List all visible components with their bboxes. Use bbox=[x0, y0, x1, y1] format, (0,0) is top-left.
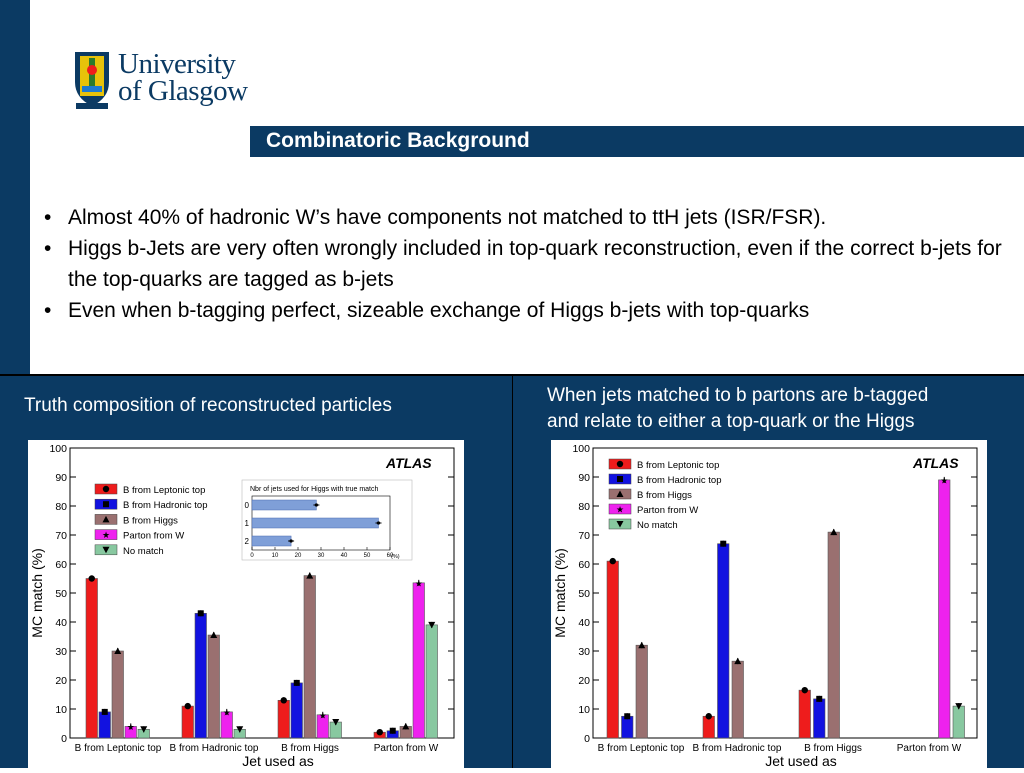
column-divider bbox=[512, 376, 513, 768]
marker-square bbox=[816, 696, 822, 702]
bar-group bbox=[387, 728, 399, 738]
bar-group bbox=[291, 680, 303, 738]
bar-group bbox=[799, 687, 811, 738]
marker-star: ★ bbox=[222, 707, 231, 718]
y-axis-label: MC match (%) bbox=[29, 548, 45, 638]
marker-star: ★ bbox=[101, 530, 111, 541]
bar bbox=[828, 532, 840, 738]
inset-marker bbox=[377, 521, 380, 524]
bar bbox=[278, 700, 290, 738]
bar-group bbox=[374, 729, 386, 738]
marker-circle bbox=[89, 575, 95, 581]
bar-group bbox=[400, 723, 412, 738]
bar-group bbox=[622, 713, 634, 738]
y-tick-label: 0 bbox=[61, 733, 67, 745]
y-tick-label: 60 bbox=[55, 559, 67, 571]
bar-group bbox=[112, 648, 124, 739]
x-tick-label: B from Hadronic top bbox=[692, 743, 782, 754]
x-tick-label: B from Hadronic top bbox=[169, 743, 259, 754]
bullet-item: • Even when b-tagging perfect, sizeable exchange of Higgs b-jets with top-quarks bbox=[44, 299, 810, 322]
bar bbox=[195, 613, 207, 738]
x-tick-label: B from Higgs bbox=[804, 743, 862, 754]
logo-wordmark-university: University bbox=[118, 48, 236, 80]
marker-circle bbox=[706, 713, 712, 719]
inset-category-label: 1 bbox=[244, 519, 249, 528]
bar-group bbox=[195, 610, 207, 738]
marker-circle bbox=[185, 703, 191, 709]
marker-square bbox=[617, 476, 623, 482]
inset-category-label: 0 bbox=[244, 501, 249, 510]
y-tick-label: 10 bbox=[578, 704, 590, 716]
bar bbox=[86, 579, 98, 739]
bar-group bbox=[426, 622, 438, 738]
x-axis-label: Jet used as bbox=[765, 753, 837, 768]
y-tick-label: 40 bbox=[55, 617, 67, 629]
inset-marker bbox=[315, 503, 318, 506]
y-tick-label: 30 bbox=[55, 646, 67, 658]
y-tick-label: 60 bbox=[578, 559, 590, 571]
marker-circle bbox=[617, 461, 623, 467]
bar bbox=[426, 625, 438, 738]
x-tick-label: Parton from W bbox=[896, 743, 962, 754]
legend-label: B from Hadronic top bbox=[637, 475, 722, 486]
bar bbox=[636, 645, 648, 738]
inset-bar bbox=[252, 500, 316, 510]
bar bbox=[182, 706, 194, 738]
y-tick-label: 80 bbox=[578, 501, 590, 513]
marker-circle bbox=[610, 558, 616, 564]
inset-x-tick-label: 60 bbox=[386, 553, 394, 559]
logo-wordmark-glasgow: of Glasgow bbox=[118, 75, 248, 107]
bar bbox=[732, 661, 744, 738]
x-tick-label: B from Higgs bbox=[281, 743, 339, 754]
x-tick-label: Parton from W bbox=[373, 743, 439, 754]
legend-label: Parton from W bbox=[123, 530, 185, 542]
inset-x-tick-label: 40 bbox=[340, 553, 348, 559]
bar bbox=[939, 480, 951, 738]
bar-group bbox=[221, 707, 233, 738]
bar-group bbox=[317, 710, 329, 738]
marker-star: ★ bbox=[940, 475, 949, 486]
marker-square bbox=[720, 541, 726, 547]
y-tick-label: 40 bbox=[578, 617, 590, 629]
bar bbox=[799, 690, 811, 738]
slide-title: Combinatoric Background bbox=[266, 129, 530, 152]
marker-square bbox=[294, 680, 300, 686]
y-tick-label: 70 bbox=[55, 530, 67, 542]
bar bbox=[953, 706, 965, 738]
legend-label: Parton from W bbox=[637, 505, 699, 516]
bar-group bbox=[703, 713, 715, 738]
y-tick-label: 100 bbox=[49, 443, 67, 455]
marker-square bbox=[624, 713, 630, 719]
bar bbox=[99, 712, 111, 738]
bar bbox=[718, 544, 730, 738]
x-axis-label: Jet used as bbox=[242, 753, 314, 768]
marker-circle bbox=[802, 687, 808, 693]
inset-bar bbox=[252, 518, 379, 528]
bar-group bbox=[732, 658, 744, 738]
bar bbox=[607, 561, 619, 738]
legend-label: No match bbox=[123, 545, 164, 557]
y-tick-label: 80 bbox=[55, 501, 67, 513]
chart-panel-right bbox=[551, 440, 987, 768]
legend-label: B from Higgs bbox=[637, 490, 692, 501]
y-tick-label: 100 bbox=[572, 443, 590, 455]
bar bbox=[112, 651, 124, 738]
bar-group bbox=[208, 632, 220, 738]
bar-group bbox=[99, 709, 111, 738]
bar-group bbox=[828, 529, 840, 738]
y-tick-label: 70 bbox=[578, 530, 590, 542]
chart-panel-left bbox=[28, 440, 464, 768]
bar bbox=[304, 576, 316, 738]
bar bbox=[622, 716, 634, 738]
marker-square bbox=[198, 610, 204, 616]
bar bbox=[291, 683, 303, 738]
inset-marker bbox=[290, 539, 293, 542]
bar-group bbox=[138, 726, 150, 738]
legend-label: B from Higgs bbox=[123, 515, 178, 527]
marker-circle bbox=[103, 486, 109, 492]
bar-group bbox=[125, 722, 137, 738]
bar-group bbox=[814, 696, 826, 738]
marker-square bbox=[103, 501, 109, 507]
marker-star: ★ bbox=[414, 578, 423, 589]
bar-group bbox=[182, 703, 194, 738]
legend-label: B from Hadronic top bbox=[123, 500, 208, 512]
bullet-item: • Higgs b-Jets are very often wrongly included in top-quark reconstruction, even if the correct b-jets for the top-quarks are tagged as b-jets bbox=[44, 237, 1002, 291]
bar-group bbox=[304, 572, 316, 738]
marker-star: ★ bbox=[126, 721, 135, 732]
legend-label: B from Leptonic top bbox=[637, 460, 720, 471]
marker-circle bbox=[281, 697, 287, 703]
inset-chart bbox=[242, 480, 412, 560]
inset-x-tick-label: 0 bbox=[250, 553, 254, 559]
inset-x-unit: (%) bbox=[391, 554, 400, 560]
bar bbox=[413, 583, 425, 738]
bar-group bbox=[86, 575, 98, 738]
bullet-list bbox=[44, 202, 1014, 326]
bar-chart-btagged bbox=[551, 440, 987, 768]
atlas-label: ATLAS bbox=[386, 455, 432, 471]
bullet-item: • Almost 40% of hadronic W’s have components not matched to ttH jets (ISR/FSR). bbox=[44, 206, 827, 229]
inset-bar bbox=[252, 536, 291, 546]
inset-category-label: 2 bbox=[244, 537, 249, 546]
bar bbox=[814, 699, 826, 738]
marker-star: ★ bbox=[318, 710, 327, 721]
y-tick-label: 50 bbox=[55, 588, 67, 600]
bar-group bbox=[636, 642, 648, 738]
y-tick-label: 10 bbox=[55, 704, 67, 716]
bar-group bbox=[278, 697, 290, 738]
bar-group bbox=[330, 719, 342, 738]
x-tick-label: B from Leptonic top bbox=[74, 743, 162, 754]
y-axis-label: MC match (%) bbox=[552, 548, 568, 638]
inset-x-tick-label: 20 bbox=[294, 553, 302, 559]
y-tick-label: 30 bbox=[578, 646, 590, 658]
y-tick-label: 20 bbox=[578, 675, 590, 687]
university-crest-icon bbox=[72, 48, 112, 110]
bar-chart-truth-composition bbox=[28, 440, 464, 768]
marker-star: ★ bbox=[615, 504, 625, 515]
y-tick-label: 90 bbox=[55, 472, 67, 484]
left-accent-bar bbox=[0, 0, 30, 376]
bar-group bbox=[607, 558, 619, 738]
bar-group bbox=[718, 541, 730, 738]
legend-label: No match bbox=[637, 520, 678, 531]
marker-square bbox=[390, 728, 396, 734]
marker-circle bbox=[377, 729, 383, 735]
bar bbox=[703, 716, 715, 738]
x-tick-label: B from Leptonic top bbox=[597, 743, 685, 754]
bar-group bbox=[234, 726, 246, 738]
caption-left: Truth composition of reconstructed particles bbox=[24, 395, 392, 416]
bar-group bbox=[413, 578, 425, 738]
inset-x-tick-label: 50 bbox=[363, 553, 371, 559]
y-tick-label: 90 bbox=[578, 472, 590, 484]
caption-right bbox=[547, 383, 928, 435]
bar bbox=[208, 635, 220, 738]
bar-group bbox=[939, 475, 951, 738]
inset-title: Nbr of jets used for Higgs with true match bbox=[250, 486, 379, 493]
inset-x-tick-label: 10 bbox=[271, 553, 279, 559]
marker-square bbox=[102, 709, 108, 715]
inset-x-tick-label: 30 bbox=[317, 553, 325, 559]
y-tick-label: 0 bbox=[584, 733, 590, 745]
atlas-label: ATLAS bbox=[913, 455, 959, 471]
caption-right-line2: and relate to either a top-quark or the Higgs bbox=[547, 411, 915, 432]
caption-right-line1: When jets matched to b partons are b-tagged bbox=[547, 385, 929, 406]
y-tick-label: 50 bbox=[578, 588, 590, 600]
bar-group bbox=[953, 703, 965, 738]
y-tick-label: 20 bbox=[55, 675, 67, 687]
legend-label: B from Leptonic top bbox=[123, 485, 206, 496]
